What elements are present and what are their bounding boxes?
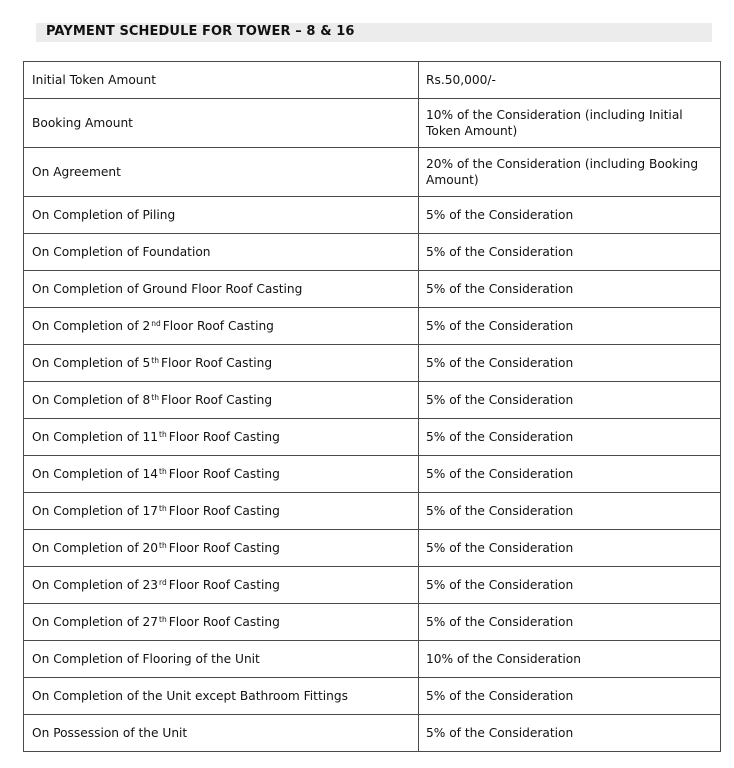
stage-label-pre: On Completion of 23 bbox=[32, 578, 158, 592]
ordinal-suffix: nd bbox=[151, 319, 161, 328]
table-row bbox=[24, 148, 721, 197]
stage-cell bbox=[24, 604, 419, 641]
amount-value: 10% of the Consideration bbox=[426, 652, 581, 666]
amount-value: 5% of the Consideration bbox=[426, 467, 574, 481]
amount-cell bbox=[419, 567, 721, 604]
amount-value: 20% of the Consideration (including Booking Amount) bbox=[426, 157, 699, 187]
stage-cell bbox=[24, 99, 419, 148]
stage-label: Booking Amount bbox=[32, 116, 133, 130]
stage-label: On Agreement bbox=[32, 165, 121, 179]
table-row bbox=[24, 382, 721, 419]
stage-cell bbox=[24, 234, 419, 271]
stage-label-pre: On Completion of 2 bbox=[32, 319, 151, 333]
amount-cell bbox=[419, 715, 721, 752]
ordinal-suffix: th bbox=[159, 541, 167, 550]
amount-value: 5% of the Consideration bbox=[426, 245, 574, 259]
stage-cell bbox=[24, 271, 419, 308]
stage-cell bbox=[24, 567, 419, 604]
ordinal-suffix: th bbox=[151, 356, 159, 365]
ordinal-suffix: th bbox=[159, 615, 167, 624]
stage-label-post: Floor Roof Casting bbox=[160, 393, 273, 407]
stage-label: On Completion of Foundation bbox=[32, 245, 211, 259]
stage-cell bbox=[24, 419, 419, 456]
amount-value: Rs.50,000/- bbox=[426, 73, 496, 87]
payment-schedule-table bbox=[23, 61, 721, 752]
stage-cell bbox=[24, 678, 419, 715]
table-row bbox=[24, 715, 721, 752]
table-row bbox=[24, 99, 721, 148]
amount-cell bbox=[419, 419, 721, 456]
stage-label-post: Floor Roof Casting bbox=[160, 356, 273, 370]
stage-label-post: Floor Roof Casting bbox=[168, 430, 280, 444]
table-row bbox=[24, 197, 721, 234]
stage-cell bbox=[24, 345, 419, 382]
stage-label-pre: On Completion of 5 bbox=[32, 356, 151, 370]
table-row bbox=[24, 419, 721, 456]
stage-cell bbox=[24, 493, 419, 530]
amount-value: 5% of the Consideration bbox=[426, 282, 574, 296]
table-row bbox=[24, 271, 721, 308]
amount-cell bbox=[419, 308, 721, 345]
amount-cell bbox=[419, 345, 721, 382]
amount-value: 5% of the Consideration bbox=[426, 726, 574, 740]
table-row bbox=[24, 308, 721, 345]
amount-cell bbox=[419, 604, 721, 641]
stage-cell bbox=[24, 308, 419, 345]
amount-cell bbox=[419, 271, 721, 308]
stage-label-post: Floor Roof Casting bbox=[168, 541, 280, 555]
amount-value: 5% of the Consideration bbox=[426, 393, 574, 407]
table-row bbox=[24, 530, 721, 567]
table-row bbox=[24, 62, 721, 99]
amount-value: 5% of the Consideration bbox=[426, 504, 574, 518]
stage-cell bbox=[24, 715, 419, 752]
stage-label: On Completion of Ground Floor Roof Casting bbox=[32, 282, 303, 296]
stage-label-pre: On Completion of 17 bbox=[32, 504, 158, 518]
amount-cell bbox=[419, 678, 721, 715]
table-row bbox=[24, 456, 721, 493]
stage-cell bbox=[24, 62, 419, 99]
table-row bbox=[24, 345, 721, 382]
stage-label: On Possession of the Unit bbox=[32, 726, 188, 740]
ordinal-suffix: th bbox=[159, 467, 167, 476]
table-row bbox=[24, 604, 721, 641]
stage-cell bbox=[24, 530, 419, 567]
amount-value: 10% of the Consideration (including Initial Token Amount) bbox=[426, 108, 683, 138]
amount-value: 5% of the Consideration bbox=[426, 430, 574, 444]
amount-value: 5% of the Consideration bbox=[426, 319, 574, 333]
amount-value: 5% of the Consideration bbox=[426, 541, 574, 555]
table-row bbox=[24, 641, 721, 678]
stage-label-post: Floor Roof Casting bbox=[168, 467, 280, 481]
amount-value: 5% of the Consideration bbox=[426, 356, 574, 370]
stage-cell bbox=[24, 641, 419, 678]
amount-value: 5% of the Consideration bbox=[426, 689, 574, 703]
stage-cell bbox=[24, 382, 419, 419]
table-row bbox=[24, 234, 721, 271]
stage-label-post: Floor Roof Casting bbox=[168, 615, 280, 629]
stage-label: On Completion of Flooring of the Unit bbox=[32, 652, 260, 666]
amount-value: 5% of the Consideration bbox=[426, 615, 574, 629]
amount-cell bbox=[419, 197, 721, 234]
stage-label-post: Floor Roof Casting bbox=[162, 319, 274, 333]
stage-label-pre: On Completion of 8 bbox=[32, 393, 151, 407]
stage-label-pre: On Completion of 27 bbox=[32, 615, 158, 629]
ordinal-suffix: rd bbox=[159, 578, 167, 587]
ordinal-suffix: th bbox=[159, 504, 167, 513]
stage-label: On Completion of the Unit except Bathroom Fittings bbox=[32, 689, 348, 703]
stage-label-post: Floor Roof Casting bbox=[168, 578, 280, 592]
stage-label-pre: On Completion of 20 bbox=[32, 541, 158, 555]
stage-label-pre: On Completion of 14 bbox=[32, 467, 158, 481]
ordinal-suffix: th bbox=[151, 393, 159, 402]
stage-label: Initial Token Amount bbox=[32, 73, 157, 87]
amount-cell bbox=[419, 493, 721, 530]
amount-cell bbox=[419, 530, 721, 567]
stage-label: On Completion of Piling bbox=[32, 208, 176, 222]
amount-cell bbox=[419, 641, 721, 678]
ordinal-suffix: th bbox=[159, 430, 167, 439]
amount-cell bbox=[419, 456, 721, 493]
amount-cell bbox=[419, 148, 721, 197]
amount-value: 5% of the Consideration bbox=[426, 578, 574, 592]
table-row bbox=[24, 567, 721, 604]
stage-label-pre: On Completion of 11 bbox=[32, 430, 158, 444]
amount-cell bbox=[419, 99, 721, 148]
amount-cell bbox=[419, 234, 721, 271]
table-row bbox=[24, 493, 721, 530]
stage-cell bbox=[24, 456, 419, 493]
table-row bbox=[24, 678, 721, 715]
stage-cell bbox=[24, 148, 419, 197]
page-title: PAYMENT SCHEDULE FOR TOWER – 8 & 16 bbox=[46, 24, 355, 39]
amount-value: 5% of the Consideration bbox=[426, 208, 574, 222]
amount-cell bbox=[419, 62, 721, 99]
amount-cell bbox=[419, 382, 721, 419]
stage-cell bbox=[24, 197, 419, 234]
stage-label-post: Floor Roof Casting bbox=[168, 504, 280, 518]
